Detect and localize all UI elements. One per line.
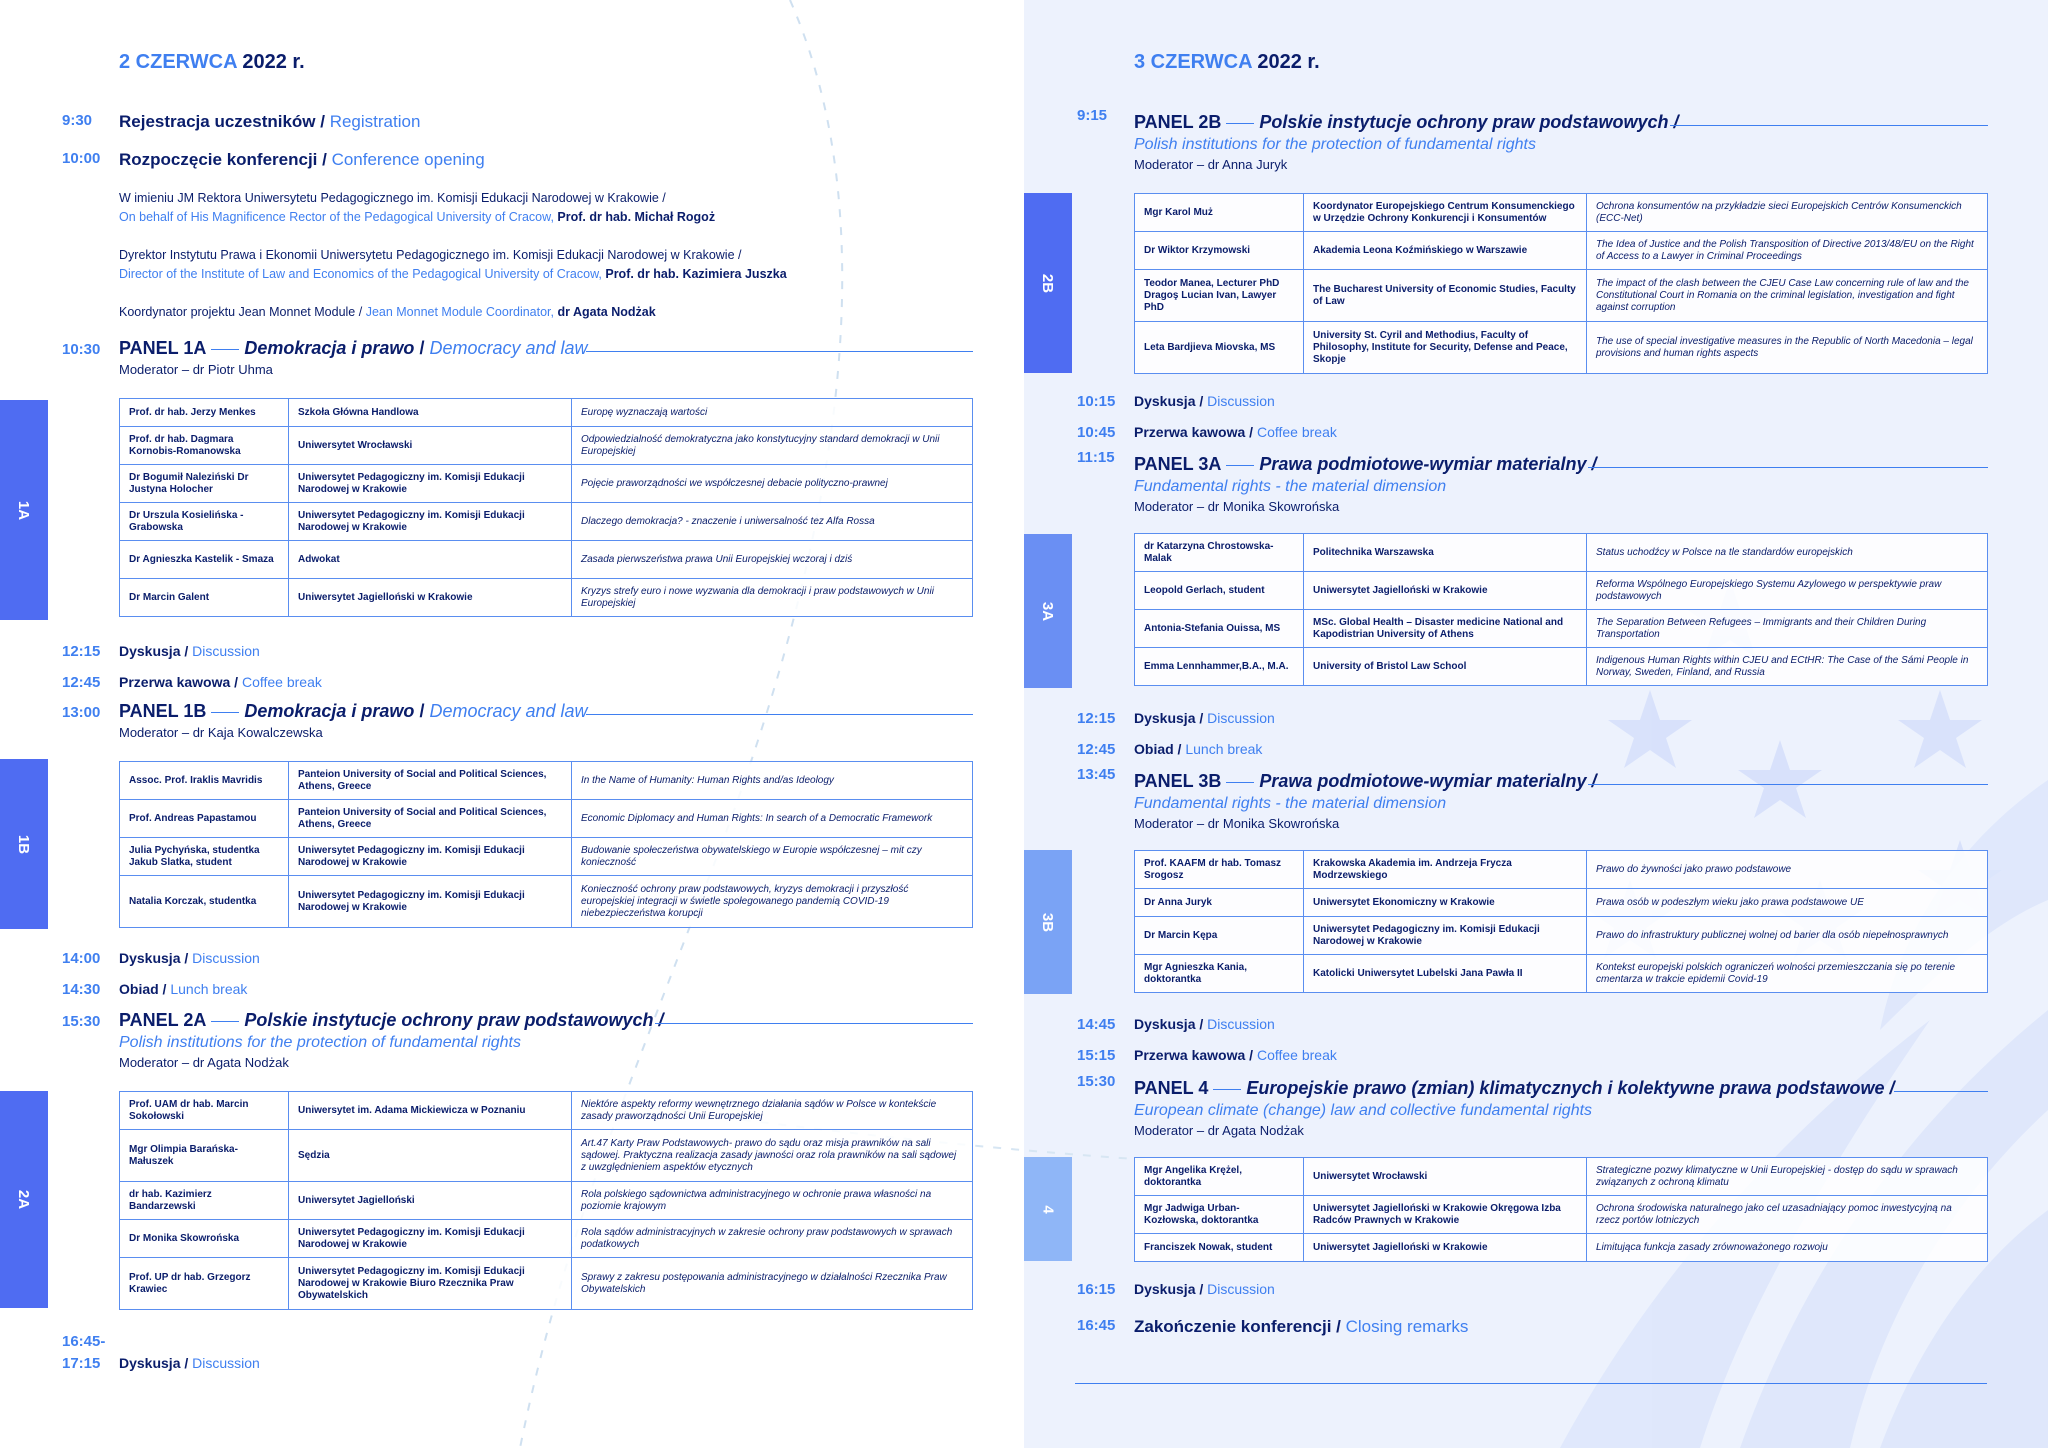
time-label: 10:15 [1077,393,1116,410]
speaker-name: Prof. dr hab. Jerzy Menkes [120,399,289,427]
speaker-name: Prof. UAM dr hab. Marcin Sokołowski [120,1092,289,1130]
speaker-name: Julia Pychyńska, studentka Jakub Slatka, student [120,838,289,876]
speaker-affiliation: Panteion University of Social and Political Sciences, Athens, Greece [289,800,572,838]
discussion-row: 14:00 Dyskusja / Discussion [62,950,260,967]
day1-date: 2 CZERWCA 2022 r. [119,51,305,73]
speaker-affiliation: Uniwersytet Wrocławski [1304,1158,1587,1196]
panel-heading: PANEL 1A Demokracja i prawo / Democracy and law [119,338,588,358]
talk-title: Ochrona konsumentów na przykładzie sieci Europejskich Centrów Konsumenckich (ECC-Net) [1587,194,1988,232]
talk-title: Ochrona środowiska naturalnego jako cel uzasadniający pomoc inwestycyjną na rzecz portów lotniczych [1587,1196,1988,1234]
talk-title: The Separation Between Refugees – Immigrants and their Children During Transportation [1587,610,1988,648]
rector-welcome [119,189,999,227]
opening-row [0,150,1024,172]
speaker-name: Teodor Manea, Lecturer PhD Dragoş Lucian Ivan, Lawyer PhD [1135,270,1304,322]
talk-title: The use of special investigative measures in the Republic of North Macedonia – legal provisions and human rights aspects [1587,322,1988,374]
heading-rule [655,1023,973,1024]
registration-row [0,112,1024,134]
speaker-row [1135,534,1988,572]
time-label: 12:15 [1077,710,1116,727]
speaker-affiliation: Krakowska Akademia im. Andrzeja Frycza Modrzewskiego [1304,851,1587,889]
talk-title: Kryzys strefy euro i nowe wyzwania dla demokracji i praw podstawowych w Unii Europejskiej [572,579,973,617]
speaker-name: Franciszek Nowak, student [1135,1234,1304,1262]
speaker-row [120,800,973,838]
coordinator-en: Jean Monnet Module Coordinator, [365,305,558,319]
speaker-row [120,541,973,579]
speaker-row [1135,1196,1988,1234]
closing-row: 16:45 Zakończenie konferencji / Closing remarks [1077,1317,1469,1336]
panel-heading: PANEL 4 Europejskie prawo (zmian) klimatycznych i kolektywne prawa podstawowe / [1134,1078,1895,1098]
speaker-name: Prof. UP dr hab. Grzegorz Krawiec [120,1258,289,1310]
speaker-row [120,762,973,800]
speaker-row [1135,194,1988,232]
speaker-name: Antonia-Stefania Ouissa, MS [1135,610,1304,648]
speaker-row [120,1220,973,1258]
speaker-name: dr Katarzyna Chrostowska-Malak [1135,534,1304,572]
speaker-affiliation: Uniwersytet im. Adama Mickiewicza w Poznaniu [289,1092,572,1130]
speaker-name: Dr Urszula Kosielińska - Grabowska [120,503,289,541]
talk-title: Prawa osób w podeszłym wieku jako prawa podstawowe UE [1587,889,1988,917]
talk-title: The impact of the clash between the CJEU Case Law concerning rule of law and the Constitutional Court in Romania on the criminal legislation, investigation and fight against corruption [1587,270,1988,322]
item-pl: Rejestracja uczestników / [119,112,330,131]
speaker-row [1135,851,1988,889]
rector-pl: W imieniu JM Rektora Uniwersytetu Pedagogicznego im. Komisji Edukacji Narodowej w Krakowie / [119,191,666,205]
speaker-affiliation: University St. Cyril and Methodius, Faculty of Philosophy, Institute for Security, Defense and Peace, Skopje [1304,322,1587,374]
moderator: Moderator – dr Anna Juryk [1134,157,1288,172]
heading-rule [1588,784,1988,785]
time-label: 9:15 [1077,107,1108,124]
talk-title: Kontekst europejski polskich ograniczeń wolności przemieszczania się po terenie cmentarza w trakcie epidemii Covid-19 [1587,955,1988,993]
panel-tab-3b: 3B [1024,850,1072,994]
panel-2a-table [119,1091,973,1310]
speaker-affiliation: Uniwersytet Jagielloński [289,1182,572,1220]
heading-rule [1588,467,1988,468]
speaker-name: Dr Wiktor Krzymowski [1135,232,1304,270]
item-pl: Rozpoczęcie konferencji / [119,150,332,169]
time-label: 16:15 [1077,1281,1116,1298]
speaker-row [120,465,973,503]
time-label: 12:45 [1077,741,1116,758]
director-pl: Dyrektor Instytutu Prawa i Ekonomii Uniwersytetu Pedagogicznego im. Komisji Edukacji Narodowej w Krakowie / [119,248,742,262]
speaker-row [1135,648,1988,686]
speaker-row [120,503,973,541]
panel-tab-1b: 1B [0,759,48,929]
panel-subtitle: Polish institutions for the protection of fundamental rights [1134,136,1536,153]
time-label: 16:45- [62,1333,106,1350]
speaker-affiliation: Uniwersytet Jagielloński w Krakowie [1304,572,1587,610]
speaker-affiliation: Uniwersytet Pedagogiczny im. Komisji Edukacji Narodowej w Krakowie [1304,917,1587,955]
time-label: 14:00 [62,950,101,967]
speaker-affiliation: Politechnika Warszawska [1304,534,1587,572]
talk-title: Europę wyznaczają wartości [572,399,973,427]
panel-4-table [1134,1157,1988,1262]
discussion-row: 10:15 Dyskusja / Discussion [1077,393,1275,410]
panel-heading: PANEL 3B Prawa podmiotowe-wymiar materialny / [1134,771,1597,791]
time-label: 13:00 [62,704,101,721]
speaker-name: Dr Agnieszka Kastelik - Smaza [120,541,289,579]
panel-heading: PANEL 3A Prawa podmiotowe-wymiar materialny / [1134,454,1597,474]
speaker-row [120,399,973,427]
speaker-row [120,838,973,876]
talk-title: Rola sądów administracyjnych w zakresie ochrony praw podstawowych w sprawach podatkowych [572,1220,973,1258]
speaker-name: Leta Bardjieva Miovska, MS [1135,322,1304,374]
time-label: 11:15 [1077,449,1115,466]
panel-1a-table [119,398,973,617]
panel-2b-table [1134,193,1988,374]
panel-heading: PANEL 1B Demokracja i prawo / Democracy and law [119,701,588,721]
speaker-affiliation: Akademia Leona Koźmińskiego w Warszawie [1304,232,1587,270]
talk-title: Prawo do infrastruktury publicznej wolnej od barier dla osób niepełnosprawnych [1587,917,1988,955]
coordinator-welcome [119,303,999,322]
time-label: 9:30 [62,112,93,129]
time-label-end: 17:15 [62,1355,101,1372]
speaker-affiliation: Uniwersytet Jagielloński w Krakowie [289,579,572,617]
moderator: Moderator – dr Piotr Uhma [119,362,273,377]
speaker-name: Mgr Agnieszka Kania, doktorantka [1135,955,1304,993]
moderator: Moderator – dr Agata Nodżak [119,1055,289,1070]
rector-name: Prof. dr hab. Michał Rogoż [557,210,716,224]
speaker-affiliation: University of Bristol Law School [1304,648,1587,686]
speaker-affiliation: Uniwersytet Pedagogiczny im. Komisji Edukacji Narodowej w Krakowie [289,465,572,503]
speaker-affiliation: Uniwersytet Jagielloński w Krakowie Okręgowa Izba Radców Prawnych w Krakowie [1304,1196,1587,1234]
heading-rule [586,714,973,715]
speaker-affiliation: MSc. Global Health – Disaster medicine National and Kapodistrian University of Athens [1304,610,1587,648]
director-welcome [119,246,999,284]
speaker-row [120,1182,973,1220]
coffee-row: 12:45 Przerwa kawowa / Coffee break [62,674,322,691]
time-label: 14:30 [62,981,101,998]
speaker-name: Assoc. Prof. Iraklis Mavridis [120,762,289,800]
time-label: 16:45 [1077,1317,1116,1334]
speaker-affiliation: Koordynator Europejskiego Centrum Konsumenckiego w Urzędzie Ochrony Konkurencji i Konsumentów [1304,194,1587,232]
talk-title: Pojęcie praworządności we współczesnej debacie polityczno-prawnej [572,465,973,503]
coordinator-name: dr Agata Nodżak [557,305,656,319]
director-name: Prof. dr hab. Kazimiera Juszka [605,267,787,281]
panel-tab-4: 4 [1024,1157,1072,1261]
lunch-row: 14:30 Obiad / Lunch break [62,981,248,998]
talk-title: Art.47 Karty Praw Podstawowych- prawo do sądu oraz misja prawników na sali sądowej. Praktyczna realizacja zasady jawności oraz rola prawników na sali sądowej z uwzględnieniem aspektów etycznych [572,1130,973,1182]
talk-title: Sprawy z zakresu postępowania administracyjnego w działalności Rzecznika Praw Obywatelskich [572,1258,973,1310]
speaker-affiliation: Uniwersytet Pedagogiczny im. Komisji Edukacji Narodowej w Krakowie [289,1220,572,1258]
panel-tab-1a: 1A [0,400,48,620]
speaker-affiliation: Szkoła Główna Handlowa [289,399,572,427]
time-label: 10:00 [62,150,101,167]
talk-title: Prawo do żywności jako prawo podstawowe [1587,851,1988,889]
panel-3b-table [1134,850,1988,993]
speaker-row [1135,322,1988,374]
speaker-affiliation: Adwokat [289,541,572,579]
panel-subtitle: Fundamental rights - the material dimension [1134,795,1447,812]
talk-title: Zasada pierwszeństwa prawa Unii Europejskiej wczoraj i dziś [572,541,973,579]
heading-rule [1670,125,1988,126]
speaker-affiliation: Panteion University of Social and Political Sciences, Athens, Greece [289,762,572,800]
speaker-affiliation: Uniwersytet Pedagogiczny im. Komisji Edukacji Narodowej w Krakowie [289,503,572,541]
speaker-affiliation: Uniwersytet Pedagogiczny im. Komisji Edukacji Narodowej w Krakowie [289,876,572,928]
rector-en: On behalf of His Magnificence Rector of the Pedagogical University of Cracow, [119,210,558,224]
time-label: 12:45 [62,674,101,691]
speaker-row [1135,610,1988,648]
speaker-name: dr hab. Kazimierz Bandarzewski [120,1182,289,1220]
time-label: 12:15 [62,643,101,660]
heading-rule [1894,1091,1988,1092]
coffee-row: 10:45 Przerwa kawowa / Coffee break [1077,424,1337,441]
speaker-affiliation: Sędzia [289,1130,572,1182]
coffee-row: 15:15 Przerwa kawowa / Coffee break [1077,1047,1337,1064]
speaker-row [1135,955,1988,993]
panel-tab-2b: 2B [1024,193,1072,373]
talk-title: The Idea of Justice and the Polish Transposition of Directive 2013/48/EU on the Right of Access to a Lawyer in Criminal Proceedings [1587,232,1988,270]
talk-title: Limitująca funkcja zasady zrównoważonego rozwoju [1587,1234,1988,1262]
talk-title: Rola polskiego sądownictwa administracyjnego w ochronie prawa własności na poziomie krajowym [572,1182,973,1220]
item-en: Registration [329,112,421,131]
moderator: Moderator – dr Kaja Kowalczewska [119,725,323,740]
panel-heading: PANEL 2B Polskie instytucje ochrony praw podstawowych / [1134,112,1679,132]
time-label: 14:45 [1077,1016,1116,1033]
talk-title: Budowanie społeczeństwa obywatelskiego w Europie współczesnej – mit czy konieczność [572,838,973,876]
speaker-name: Natalia Korczak, studentka [120,876,289,928]
speaker-name: Mgr Jadwiga Urban-Kozłowska, doktorantka [1135,1196,1304,1234]
moderator: Moderator – dr Agata Nodżak [1134,1123,1304,1138]
speaker-affiliation: Uniwersytet Wrocławski [289,427,572,465]
speaker-name: Leopold Gerlach, student [1135,572,1304,610]
speaker-row [1135,917,1988,955]
speaker-name: Prof. KAAFM dr hab. Tomasz Srogosz [1135,851,1304,889]
talk-title: Indigenous Human Rights within CJEU and ECtHR: The Case of the Sámi People in Norway, Sweden, Finland, and Russia [1587,648,1988,686]
speaker-affiliation: Uniwersytet Pedagogiczny im. Komisji Edukacji Narodowej w Krakowie [289,838,572,876]
time-label: 13:45 [1077,766,1116,783]
speaker-row [120,876,973,928]
speaker-row [1135,889,1988,917]
speaker-affiliation: Uniwersytet Pedagogiczny im. Komisji Edukacji Narodowej w Krakowie Biuro Rzecznika Praw Obywatelskich [289,1258,572,1310]
talk-title: Dlaczego demokracja? - znaczenie i uniwersalność tez Alfa Rossa [572,503,973,541]
speaker-name: Dr Anna Juryk [1135,889,1304,917]
speaker-row [1135,1158,1988,1196]
speaker-row [1135,232,1988,270]
item-en: Conference opening [331,150,485,169]
speaker-row [120,427,973,465]
speaker-row [1135,572,1988,610]
time-label: 10:30 [62,341,101,358]
talk-title: Odpowiedzialność demokratyczna jako konstytucyjny standard demokracji w Unii Europejskiej [572,427,973,465]
lunch-row: 12:45 Obiad / Lunch break [1077,741,1263,758]
speaker-affiliation: The Bucharest University of Economic Studies, Faculty of Law [1304,270,1587,322]
speaker-row [120,579,973,617]
heading-rule [586,351,973,352]
moderator: Moderator – dr Monika Skowrońska [1134,816,1340,831]
speaker-affiliation: Uniwersytet Jagielloński w Krakowie [1304,1234,1587,1262]
speaker-name: Mgr Karol Muż [1135,194,1304,232]
bottom-rule [1075,1383,1987,1384]
panel-subtitle: Polish institutions for the protection of fundamental rights [119,1034,521,1051]
speaker-row [120,1092,973,1130]
speaker-name: Prof. Andreas Papastamou [120,800,289,838]
time-label: 15:30 [1077,1073,1116,1090]
speaker-row [1135,1234,1988,1262]
time-label: 15:30 [62,1013,101,1030]
speaker-name: Dr Bogumił Naleziński Dr Justyna Holocher [120,465,289,503]
day2-date: 3 CZERWCA 2022 r. [1134,51,1320,73]
discussion-row: 16:15 Dyskusja / Discussion [1077,1281,1275,1298]
speaker-name: Dr Marcin Kępa [1135,917,1304,955]
panel-1b-table [119,761,973,928]
speaker-name: Emma Lennhammer,B.A., M.A. [1135,648,1304,686]
panel-3a-table [1134,533,1988,686]
day2-column [1024,0,2048,1448]
panel-subtitle: European climate (change) law and collective fundamental rights [1134,1102,1593,1119]
speaker-name: Prof. dr hab. Dagmara Kornobis-Romanowska [120,427,289,465]
discussion-row-final: 16:45- 17:15 Dyskusja / Discussion [62,1333,260,1372]
speaker-row [1135,270,1988,322]
talk-title: Reforma Wspólnego Europejskiego Systemu Azylowego w perspektywie praw podstawowych [1587,572,1988,610]
speaker-affiliation: Katolicki Uniwersytet Lubelski Jana Pawła II [1304,955,1587,993]
discussion-row: 14:45 Dyskusja / Discussion [1077,1016,1275,1033]
speaker-row [120,1130,973,1182]
speaker-row [120,1258,973,1310]
time-label: 15:15 [1077,1047,1116,1064]
panel-heading: PANEL 2A Polskie instytucje ochrony praw podstawowych / [119,1010,664,1030]
panel-tab-2a: 2A [0,1091,48,1308]
talk-title: Status uchodźcy w Polsce na tle standardów europejskich [1587,534,1988,572]
speaker-name: Dr Marcin Galent [120,579,289,617]
moderator: Moderator – dr Monika Skowrońska [1134,499,1340,514]
speaker-name: Dr Monika Skowrońska [120,1220,289,1258]
talk-title: In the Name of Humanity: Human Rights and/as Ideology [572,762,973,800]
speaker-name: Mgr Olimpia Barańska-Małuszek [120,1130,289,1182]
talk-title: Strategiczne pozwy klimatyczne w Unii Europejskiej - dostęp do sądu w sprawach związanych z ochroną klimatu [1587,1158,1988,1196]
speaker-affiliation: Uniwersytet Ekonomiczny w Krakowie [1304,889,1587,917]
time-label: 10:45 [1077,424,1116,441]
coordinator-pl: Koordynator projektu Jean Monnet Module / [119,305,366,319]
panel-tab-3a: 3A [1024,534,1072,688]
speaker-name: Mgr Angelika Krężel, doktorantka [1135,1158,1304,1196]
panel-subtitle: Fundamental rights - the material dimension [1134,478,1447,495]
discussion-row: 12:15 Dyskusja / Discussion [62,643,260,660]
director-en: Director of the Institute of Law and Economics of the Pedagogical University of Cracow, [119,267,606,281]
talk-title: Economic Diplomacy and Human Rights: In search of a Democratic Framework [572,800,973,838]
talk-title: Konieczność ochrony praw podstawowych, kryzys demokracji i przyszłość europejskiej integracji w świetle społegowanego pandemią COVID-19 niebezpieczeństwa korupcji [572,876,973,928]
discussion-row: 12:15 Dyskusja / Discussion [1077,710,1275,727]
talk-title: Niektóre aspekty reformy wewnętrznego działania sądów w Polsce w kontekście zasady praworządności Unii Europejskiej [572,1092,973,1130]
